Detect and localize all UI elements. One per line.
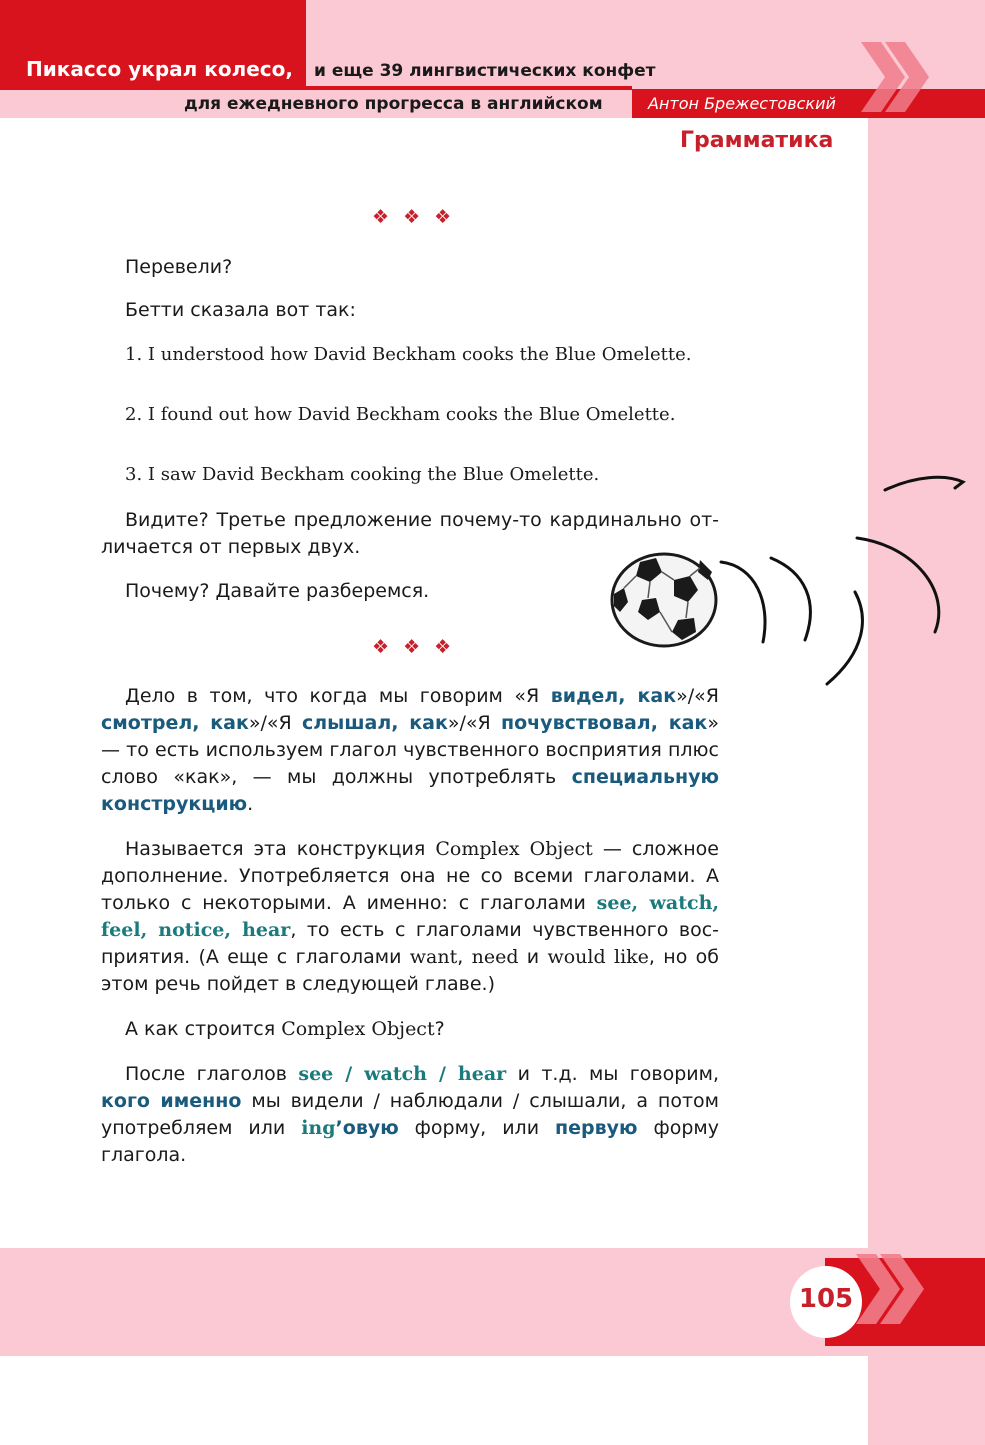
book-title-continuation: и еще 39 лингвистических конфет bbox=[314, 61, 656, 81]
english-term: want bbox=[409, 946, 458, 968]
english-term: need bbox=[471, 946, 519, 968]
text: , то есть с глаголами чувственного восприятия. (А еще с глаголами bbox=[101, 919, 720, 968]
book-title: Пикассо украл колесо, bbox=[26, 57, 293, 81]
separator: ❖ ❖ ❖ bbox=[372, 636, 456, 658]
text: мы видели / наблюдали / слышали, а потом употребляем или bbox=[101, 1090, 719, 1139]
paragraph bbox=[101, 836, 719, 998]
english-term: would like bbox=[547, 946, 649, 968]
keyword: почувствовал, как bbox=[500, 712, 708, 734]
keyword: see / watch / hear bbox=[298, 1063, 507, 1085]
text: »/«Я bbox=[676, 685, 719, 707]
text: и bbox=[518, 946, 548, 968]
book-author: Антон Брежестовский bbox=[648, 94, 836, 113]
section-title: Грамматика bbox=[680, 128, 834, 153]
keyword: первую bbox=[555, 1117, 638, 1139]
example-sentence: 2. I found out how David Beckham cooks the Blue Omelette. bbox=[125, 404, 676, 425]
text: — сложное дополнение. Употребляется она не со всеми глаголами. А только с некоторыми. А именно: с глаголами bbox=[101, 838, 719, 914]
soccer-ball-illustration bbox=[608, 550, 723, 650]
book-subtitle: для ежедневного прогресса в английском bbox=[184, 94, 603, 114]
text: » — то есть используем глагол чувственного восприятия плюс слово «как», — мы должны употреблять bbox=[101, 712, 719, 788]
english-term: Complex Object bbox=[281, 1018, 435, 1040]
side-stripe bbox=[868, 118, 985, 1445]
chevron-double-right-icon bbox=[855, 42, 935, 112]
text: , bbox=[457, 946, 472, 968]
text: ? bbox=[434, 1018, 445, 1040]
text: и т.д. мы говорим, bbox=[506, 1063, 719, 1085]
paragraph: Бетти сказала вот так: bbox=[125, 299, 356, 321]
text: »/«Я bbox=[248, 712, 302, 734]
motion-lines-icon bbox=[715, 462, 975, 692]
text: , но об этом речь пойдет в следующей главе.) bbox=[101, 946, 719, 995]
text: форму, или bbox=[398, 1117, 556, 1139]
text: Дело в том, что когда мы говорим «Я bbox=[125, 685, 551, 707]
text: А как строится bbox=[125, 1018, 282, 1040]
paragraph: Видите? Третье предложение почему-то кардинально отличается от первых двух. bbox=[101, 509, 719, 558]
text: Называется эта конструкция bbox=[125, 838, 436, 860]
paragraph: Почему? Давайте разберемся. bbox=[125, 580, 430, 602]
text: После глаголов bbox=[125, 1063, 299, 1085]
example-sentence: 3. I saw David Beckham cooking the Blue Omelette. bbox=[125, 464, 600, 485]
text: . bbox=[247, 793, 254, 815]
paragraph bbox=[101, 1016, 719, 1043]
keyword: слышал, как bbox=[301, 712, 448, 734]
keyword: кого именно bbox=[101, 1090, 242, 1112]
footer-band bbox=[0, 1248, 868, 1356]
separator: ❖ ❖ ❖ bbox=[372, 206, 456, 228]
paragraph bbox=[101, 683, 719, 818]
text: форму глагола. bbox=[101, 1117, 719, 1166]
keyword: смотрел, как bbox=[101, 712, 249, 734]
keyword: ing bbox=[301, 1117, 336, 1139]
paragraph bbox=[101, 1061, 719, 1169]
keyword: видел, как bbox=[550, 685, 677, 707]
keyword: see, watch, feel, notice, hear bbox=[101, 892, 719, 941]
example-sentence: 1. I understood how David Beckham cooks the Blue Omelette. bbox=[125, 344, 692, 365]
paragraph: Перевели? bbox=[125, 256, 233, 278]
keyword: ’овую bbox=[335, 1117, 399, 1139]
english-term: Complex Object bbox=[435, 838, 593, 860]
page-number: 105 bbox=[798, 1284, 854, 1314]
keyword: специальную конструкцию bbox=[101, 766, 719, 815]
text: »/«Я bbox=[447, 712, 501, 734]
chevron-double-right-icon bbox=[850, 1254, 930, 1324]
